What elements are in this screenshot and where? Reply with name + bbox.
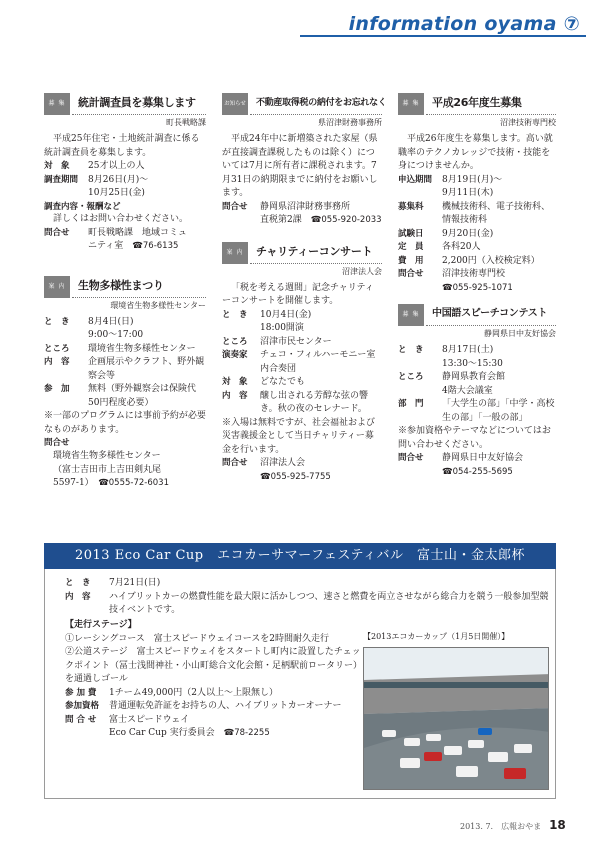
- event-details: と き 7月21日(日) 内 容 ハイブリットカーの燃費性能を最大限に活かしつつ、速さと燃費を両立させながら総合力を競う一般参加型競技イベントです。: [65, 578, 549, 615]
- section-intro: 「税を考える週間」記念チャリティーコンサートを開催します。: [222, 282, 374, 306]
- section-title: 生物多様性まつり: [78, 278, 164, 292]
- event-banner: 2013 Eco Car Cup エコカーサマーフェスティバル 富士山・金太郎杯: [44, 543, 556, 569]
- section-intro: 平成25年住宅・土地統計調査に係る統計調査員を募集します。: [44, 134, 200, 158]
- phone-number: ☎055-925-1071: [442, 282, 513, 293]
- phone-number: ☎055-920-2033: [310, 215, 382, 225]
- category-tag: 募 集: [398, 304, 424, 326]
- section-intro: 平成24年中に新増築された家屋（県が直接調査課税したものは除く）については7月に所有者に課税されます。7月31日の納期限までに納付をお願いします。: [222, 134, 378, 198]
- section-org: 沼津技術専門校: [500, 118, 556, 127]
- phone-number: ☎76-6135: [132, 241, 179, 252]
- section-note: ※入場は無料ですが、社会福祉および災害義援金として当日チャリティー募金を行います。: [222, 417, 376, 455]
- phone-number: ☎055-925-7755: [260, 471, 331, 482]
- section-real-estate-tax: お知らせ 不動産取得税の納付をお忘れなく 県沼津財務事務所 平成24年中に新増築された家屋（県が直接調査課税したものは除く）については7月に所有者に課税されます。7月31日の納期限までに納付をお願いします。 問合せ 静岡県沼津財務事務所 直税第2課 ☎055-920-2033: [222, 93, 382, 228]
- section-school-recruit: 募 集 平成26年度生募集 沼津技術専門校 平成26年度生を募集します。高い就職率のテクノカレッジで技術・技能を身につけませんか。 申込期間 8月19日(月)～ 9月11日(木) 募集科 機械技術科、電子技術科、情報技術科 試験日 9月20日(金) 定 員 各科20人 費 用 2,200円（入校検定料） 問合せ 沼津技術専門校 ☎055-925-1071: [398, 93, 556, 294]
- phone-number: ☎054-255-5695: [442, 466, 513, 477]
- section-title: 統計調査員を募集します: [78, 96, 196, 109]
- category-tag: 案 内: [222, 242, 248, 264]
- phone-number: ☎78-2255: [223, 728, 270, 738]
- footer-text: 2013. 7. 広報おやま: [460, 822, 542, 831]
- category-tag: 案 内: [44, 276, 70, 298]
- section-org: 県沼津財務事務所: [318, 118, 382, 127]
- section-speech-contest: 募 集 中国語スピーチコンテスト 静岡県日中友好協会 と き 8月17日(土) 13:30～15:30 ところ 静岡県教育会館 4階大会議室 部 門 「大学生の部」「中学・高校生の部」「一般の部」 ※参加資格やテーマなどについてはお問い合わせください。 問合せ 静岡県日中友好協会 ☎054-255-5695: [398, 304, 556, 478]
- race-photo: [363, 647, 549, 790]
- category-tag: 募 集: [44, 93, 70, 115]
- section-title: 不動産取得税の納付をお忘れなく: [256, 98, 387, 108]
- section-org: 環境省生物多様性センター: [110, 300, 206, 310]
- section-org: 静岡県日中友好協会: [484, 329, 556, 339]
- stage-1: ①レーシングコース 富士スピードウェイコースを2時間耐久走行: [65, 633, 329, 644]
- column-middle: [222, 93, 387, 483]
- stage-2: ②公道ステージ 富士スピードウェイをスタートし町内に設置したチェックポイント（冨士浅間神社・小山町総合文化会館・足柄駅前ロータリー）を通過しゴール: [65, 647, 361, 684]
- column-left: [44, 93, 206, 491]
- section-statistics-recruit: 募 集 統計調査員を募集します 町長戦略課 平成25年住宅・土地統計調査に係る統計調査員を募集します。 対 象 25才以上の人 調査期間 8月26日(月)～ 10月25日(金) 調査内容・報酬など 詳しくはお問い合わせください。 問合せ 町長戦略課 地域コミュ ニティ室 ☎76-6135: [44, 93, 206, 254]
- race-photo-image: [364, 648, 549, 790]
- section-org: 沼津法人会: [342, 266, 382, 276]
- page-number: 18: [549, 818, 566, 832]
- event-box: [44, 569, 556, 799]
- section-note: ※一部のプログラムには事前予約が必要なものがあります。: [44, 411, 206, 435]
- section-title: 平成26年度生募集: [432, 96, 522, 109]
- section-intro: 平成26年度生を募集します。高い就職率のテクノカレッジで技術・技能を身につけませんか。: [398, 134, 553, 171]
- section-title: 中国語スピーチコンテスト: [432, 308, 548, 320]
- page-header: [300, 8, 586, 36]
- section-note: ※参加資格やテーマなどについてはお問い合わせください。: [398, 426, 551, 450]
- stage-heading: 【走行ステージ】: [65, 620, 137, 630]
- category-tag: お知らせ: [222, 93, 248, 115]
- page-footer: [460, 816, 590, 834]
- header-rule: [300, 35, 586, 37]
- header-title: information oyama ⑦: [348, 13, 580, 35]
- event-stages: 【走行ステージ】 ①レーシングコース 富士スピードウェイコースを2時間耐久走行 ②公道ステージ 富士スピードウェイをスタートし町内に設置したチェックポイント（冨士浅間神社・小山町総合文化会館・足柄駅前ロータリー）を通過しゴール 参 加 費 1チーム49,000円（2人以上～上限無し） 参加資格 普通運転免許証をお持ちの人、ハイブリットカーオーナー 問 合 せ 富士スピードウェイ Eco Car Cup 実行委員会 ☎78-2255: [65, 620, 361, 738]
- phone-number: ☎0555-72-6031: [98, 478, 169, 488]
- section-biodiversity-festival: 案 内 生物多様性まつり 環境省生物多様性センター と き 8月4日(日) 9:00～17:00 ところ 環境省生物多様性センター 内 容 企画展示やクラフト、野外観察会等 参 加 無料（野外観察会は保険代50円程度必要） ※一部のプログラムには事前予約が必要なものがあります。 問合せ 環境省生物多様性センター （富士吉田市上吉田剣丸尾 5597-1） ☎0555-72-6031: [44, 276, 206, 491]
- column-right: [398, 93, 556, 479]
- section-charity-concert: 案 内 チャリティーコンサート 沼津法人会 「税を考える週間」記念チャリティーコンサートを開催します。 と き 10月4日(金) 18:00開演 ところ 沼津市民センター 演奏家 チェコ・フィルハーモニー室内合奏団 対 象 どなたでも 内 容 醸し出される芳醇な弦の響き。秋の夜のセレナード。 ※入場は無料ですが、社会福祉および災害義援金として当日チャリティー募金を行います。 問合せ 沼津法人会 ☎055-925-7755: [222, 242, 382, 484]
- section-title: チャリティーコンサート: [256, 244, 373, 258]
- category-tag: 募 集: [398, 93, 424, 115]
- section-org: 町長戦略課: [166, 118, 206, 127]
- photo-caption: 【2013エコカーカップ（1月5日開催）】: [363, 632, 510, 641]
